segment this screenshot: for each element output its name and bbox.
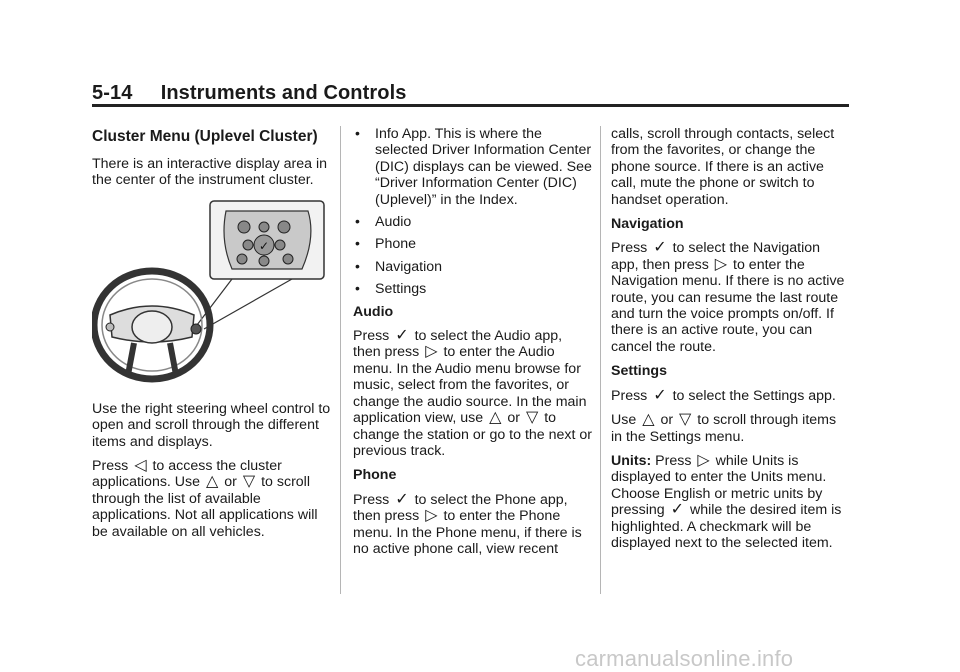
phone-continued-paragraph: calls, scroll through contacts, select from the favorites, or change the phone source. If there is an active call, mute the phone or switch to handset operation.: [611, 126, 835, 208]
settings-heading: Settings: [611, 363, 667, 380]
right-arrow-icon: ▷: [714, 255, 728, 273]
navigation-heading: Navigation: [611, 216, 684, 233]
watermark: carmanualsonline.info: [575, 646, 794, 671]
list-item: • Phone: [355, 235, 417, 253]
section-heading: Cluster Menu (Uplevel Cluster): [92, 128, 318, 145]
check-icon: ✓: [395, 327, 409, 345]
bullet-icon: •: [355, 235, 360, 252]
audio-paragraph: Press ✓ to select the Audio app, then press ▷ to enter the Audio menu. In the Audio menu browse for music, select from the favorites, or change the audio source. In the main application view, use △ or ▽ to change the station or go to the next or previous track.: [353, 327, 592, 459]
header-rule: [92, 104, 849, 107]
column-divider: [340, 126, 341, 594]
right-arrow-icon: ▷: [425, 507, 438, 525]
phone-paragraph: Press ✓ to select the Phone app, then press ▷ to enter the Phone menu. In the Phone menu, if there is no active phone call, view recent: [353, 490, 582, 557]
svg-text:✓: ✓: [259, 238, 270, 253]
bullet-icon: •: [355, 280, 360, 297]
use-paragraph: Use the right steering wheel control to open and scroll through the different items and displays.: [92, 400, 331, 450]
list-item: • Navigation: [355, 257, 443, 275]
steering-wheel-figure: [92, 197, 328, 387]
down-arrow-icon: ▽: [525, 409, 539, 427]
units-paragraph: Units: Press ▷ while Units is displayed to enter the Units menu. Choose English or metric units by pressing ✓ while the desired item is highlighted. A checkmark will be displayed next to the selected item.: [611, 451, 842, 551]
list-item: • Info App. This is where the selected Driver Information Center (DIC) displays can be viewed. See “Driver Information Center (DIC) (Uplevel)” in the Index.: [355, 125, 592, 208]
up-arrow-icon: △: [489, 409, 502, 427]
list-item: • Audio: [355, 213, 412, 231]
right-arrow-icon: ▷: [697, 451, 710, 469]
up-arrow-icon: △: [642, 411, 655, 429]
check-icon: ✓: [653, 386, 667, 404]
right-arrow-icon: ▷: [425, 343, 438, 361]
column-divider: [600, 126, 601, 594]
check-icon: ✓: [653, 239, 667, 257]
settings-scroll-paragraph: Use △ or ▽ to scroll through items in the Settings menu.: [611, 411, 837, 445]
phone-heading: Phone: [353, 467, 397, 484]
press-paragraph: Press ◁ to access the cluster applications. Use △ or ▽ to scroll through the list of available applications. Not all applications will be available on all vehicles.: [92, 457, 318, 540]
steering-wheel-illustration: [92, 197, 328, 387]
intro-paragraph: There is an interactive display area in the center of the instrument cluster.: [92, 156, 328, 189]
page-title: 5-14 Instruments and Controls: [92, 82, 407, 104]
app-list: [353, 126, 593, 298]
navigation-paragraph: Press ✓ to select the Navigation app, then press ▷ to enter the Navigation menu. If there is no active route, you can resume the last route and turn the voice prompts on/off. If there is an active route, you can cancel the route.: [611, 239, 845, 355]
settings-paragraph: Press ✓ to select the Settings app.: [611, 386, 836, 404]
left-arrow-icon: ◁: [134, 457, 147, 475]
down-arrow-icon: ▽: [679, 411, 692, 429]
bullet-icon: •: [355, 213, 360, 230]
units-label: Units:: [611, 452, 652, 469]
column-1: [92, 126, 332, 548]
check-icon: ✓: [670, 501, 684, 519]
check-icon: ✓: [395, 490, 409, 508]
column-3: [611, 126, 851, 559]
list-item: • Settings: [355, 280, 427, 298]
down-arrow-icon: ▽: [242, 473, 256, 491]
column-2: [353, 126, 593, 565]
audio-heading: Audio: [353, 303, 394, 320]
bullet-icon: •: [355, 125, 360, 141]
up-arrow-icon: △: [206, 473, 219, 491]
bullet-icon: •: [355, 257, 360, 274]
